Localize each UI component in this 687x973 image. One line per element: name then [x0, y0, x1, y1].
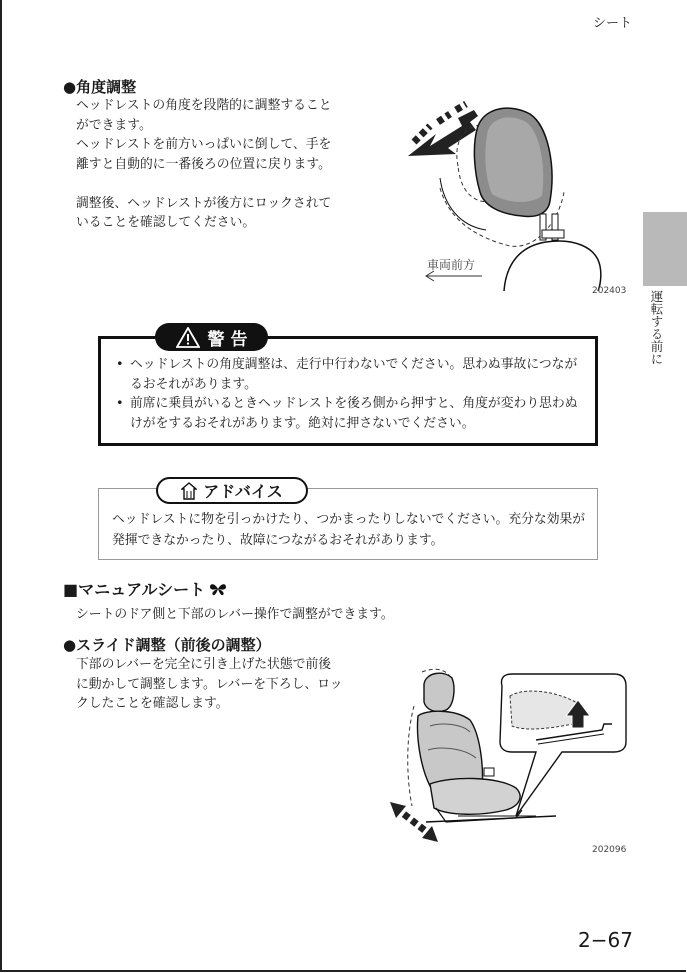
- slide-line: クしたことを確認します。: [76, 696, 229, 711]
- slide-heading: ●スライド調整（前後の調整）: [63, 636, 271, 654]
- angle-heading: ●角度調整: [63, 78, 137, 96]
- warning-triangle-icon: [176, 327, 200, 348]
- butterfly-icon: [209, 582, 227, 596]
- chapter-tab-label: 運転する前に: [649, 290, 664, 365]
- figure-id: 202096: [592, 845, 627, 855]
- manual-seat-intro: シートのドア側と下部のレバー操作で調整ができます。: [76, 607, 394, 622]
- angle-line: いることを確認してください。: [76, 215, 256, 230]
- advice-title-text: アドバイス: [203, 482, 283, 501]
- running-header: シート: [592, 16, 632, 31]
- warning-list: [116, 355, 588, 433]
- advice-text: ヘッドレストに物を引っかけたり、つかまったりしないでください。充分な効果が発揮できなかったり、故障につながるおそれがあります。: [112, 512, 586, 548]
- slide-text: [76, 655, 366, 714]
- manual-seat-heading: [63, 577, 227, 600]
- figure-id: 202403: [592, 286, 627, 296]
- angle-line: 離すと自動的に一番後ろの位置に戻ります。: [76, 156, 331, 172]
- advice-home-icon: [181, 482, 197, 500]
- chapter-tab: [643, 212, 687, 286]
- warning-title: [155, 323, 268, 351]
- slide-line: に動かして調整します。レバーを下ろし、ロッ: [76, 676, 343, 692]
- angle-line: [76, 174, 366, 194]
- warning-item: • 前席に乗員がいるときヘッドレストを後ろ側から押すと、角度が変わり思わぬけがをするおそれがあります。絶対に押さないでください。: [116, 394, 588, 433]
- manual-seat-heading-text: ■マニュアルシート: [63, 580, 206, 599]
- angle-line: ヘッドレストを前方いっぱいに倒して、手を: [76, 137, 332, 152]
- slide-line: 下部のレバーを完全に引き上げた状態で前後: [76, 657, 332, 672]
- figure-caption: 車両前方: [427, 258, 476, 272]
- advice-title: [156, 477, 308, 504]
- warning-item: • ヘッドレストの角度調整は、走行中行わないでください。思わぬ事故につながるおそれがあります。: [116, 355, 588, 394]
- angle-line: 調整後、ヘッドレストが後方にロックされて: [76, 195, 332, 211]
- angle-text: [76, 96, 366, 233]
- seat-illustration: [386, 666, 630, 846]
- angle-line: ができます。: [76, 117, 152, 133]
- page-number: 2−67: [578, 928, 633, 952]
- warning-title-text: 警 告: [207, 329, 248, 350]
- angle-line: ヘッドレストの角度を段階的に調整すること: [76, 98, 332, 113]
